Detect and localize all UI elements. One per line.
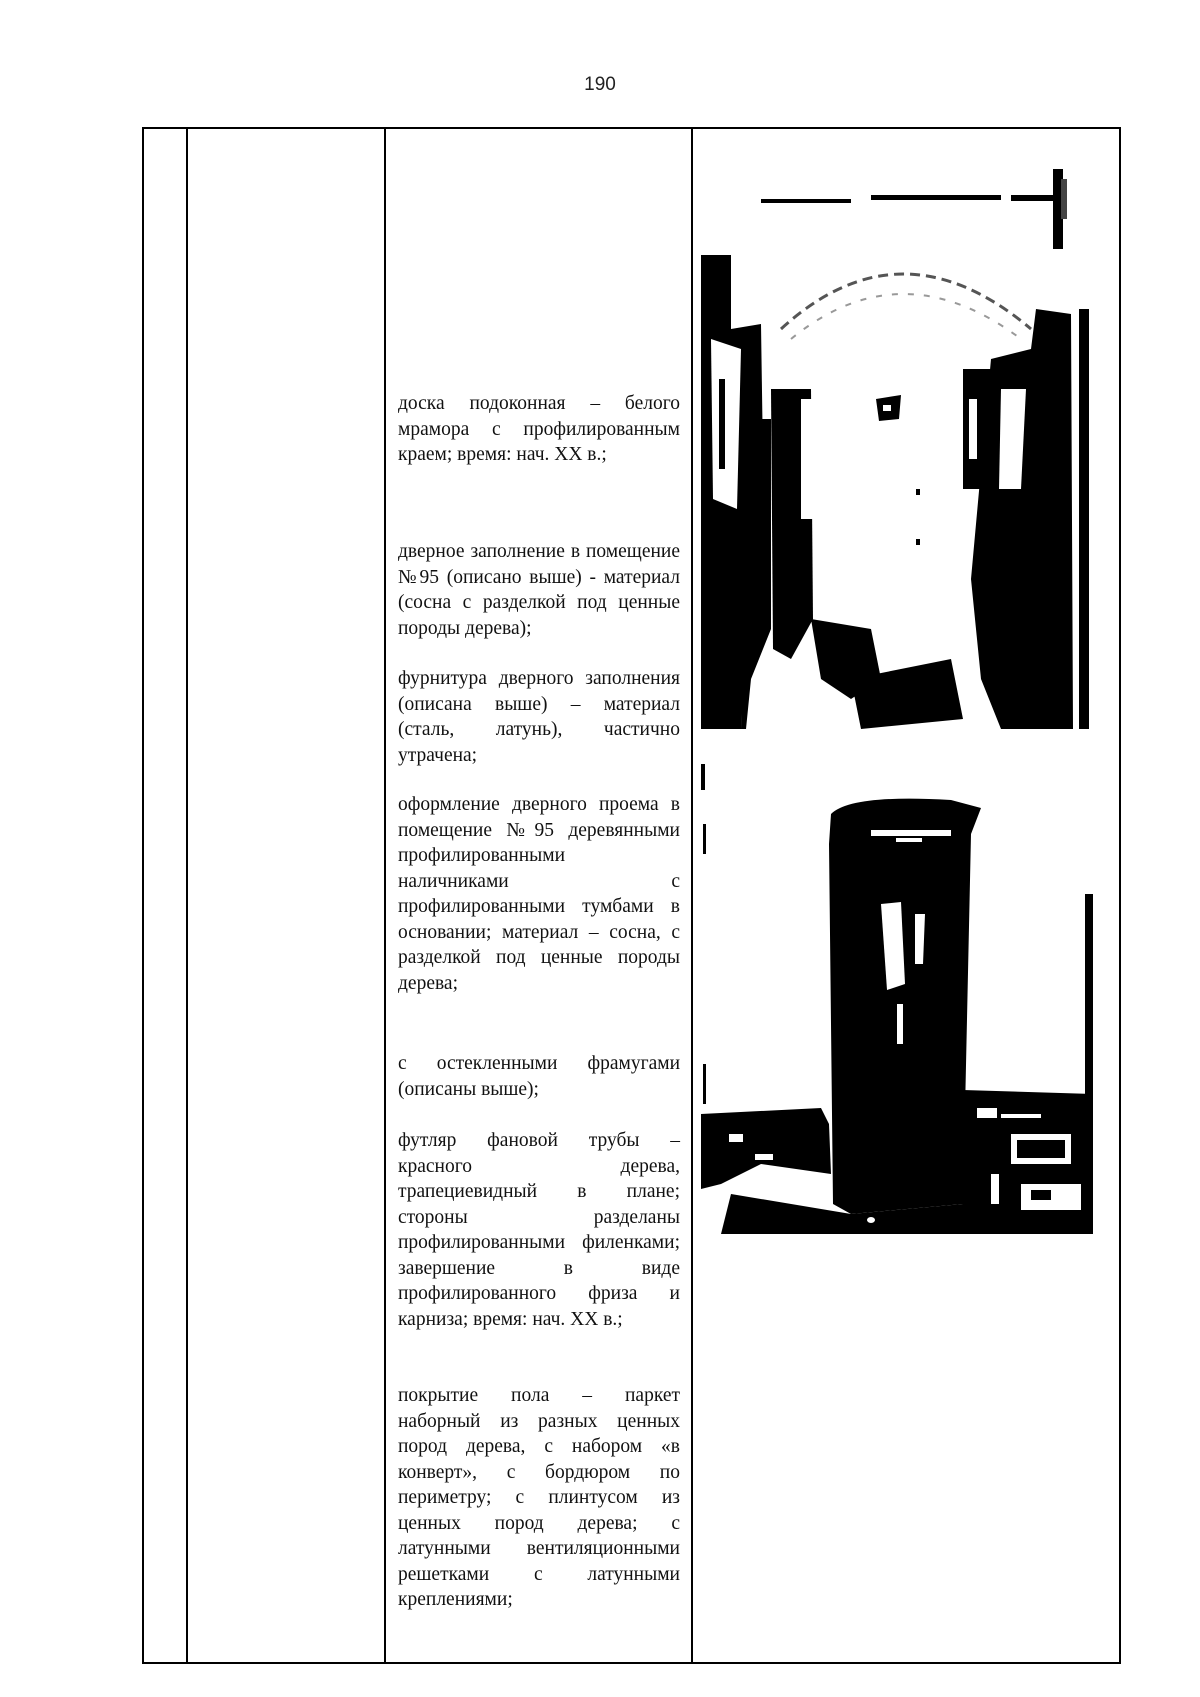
column-divider — [384, 129, 386, 1662]
document-table — [142, 127, 1121, 1664]
paragraph-floor: покрытие пола – паркет наборный из разных ценных пород дерева, с набором «в конверт», с бордюром по периметру; с плинтусом из ценных пород дерева; с латунными вентиляционными решетками с латунными креплениями; — [398, 1385, 680, 1610]
page-number: 190 — [584, 74, 616, 95]
paragraph-door-filling: дверное заполнение в помещение №95 (описано выше) - материал (сосна с разделкой под ценные породы дерева); — [398, 541, 680, 639]
paragraph-windowsill: доска подоконная – белого мрамора с профилированным краем; время: нач. XX в.; — [398, 393, 680, 465]
paragraph-door-frame: оформление дверного проема в помещение №95 деревянными профилированными наличниками с профилированными тумбами в основании; материал – сосна, с разделкой под ценные породы дерева; — [398, 794, 680, 994]
paragraph-transoms: с остекленными фрамугами (описаны выше); — [398, 1053, 680, 1100]
column-divider — [186, 129, 188, 1662]
photo-pipe-casing — [701, 764, 1093, 1234]
photo-window-niche — [701, 159, 1093, 729]
paragraph-pipe-case: футляр фановой трубы – красного дерева, трапециевидный в плане; стороны разделаны профилированными филенками; завершение в виде профилированного фриза и карниза; время: нач. XX в.; — [398, 1130, 680, 1330]
column-divider — [691, 129, 693, 1662]
paragraph-door-hardware: фурнитура дверного заполнения (описана выше) – материал (сталь, латунь), частично утрачена; — [398, 668, 680, 766]
